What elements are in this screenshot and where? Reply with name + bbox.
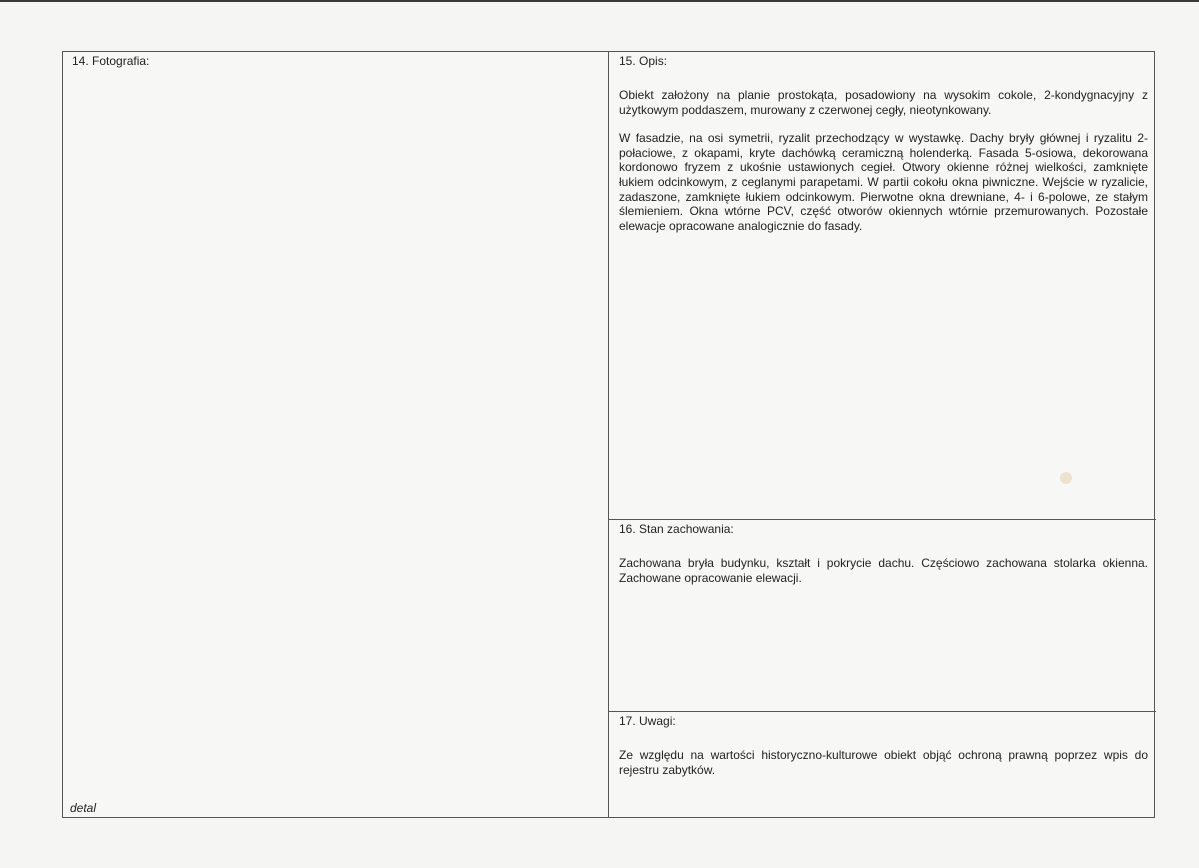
remarks-label: 17. Uwagi: bbox=[619, 714, 676, 728]
remarks-paragraph: Ze względu na wartości historyczno-kulturowe obiekt objąć ochroną prawną poprzez wpis do rejestru zabytków. bbox=[619, 748, 1148, 777]
condition-section bbox=[609, 520, 1156, 712]
record-card bbox=[62, 51, 1155, 818]
description-paragraph-1: Obiekt założony na planie prostokąta, posadowiony na wysokim cokole, 2-kondygnacyjny z użytkowym poddaszem, murowany z czerwonej cegły, nieotynkowany. bbox=[619, 88, 1148, 117]
description-section bbox=[609, 52, 1156, 520]
description-label: 15. Opis: bbox=[619, 54, 668, 68]
condition-label: 16. Stan zachowania: bbox=[619, 522, 734, 536]
photo-caption: detal bbox=[70, 801, 97, 815]
photo-cell bbox=[63, 52, 609, 817]
photo-label: 14. Fotografia: bbox=[72, 54, 150, 68]
page-top-edge bbox=[0, 0, 1199, 2]
paper-spot bbox=[1060, 472, 1072, 484]
description-paragraph-2: W fasadzie, na osi symetrii, ryzalit przechodzący w wystawkę. Dachy bryły głównej i ryzalitu 2-połaciowe, z okapami, kryte dachówką ceramiczną holenderką. Fasada 5-osiowa, dekorowana kordonowo fryzem z ukośnie ustawionych cegieł. Otwory okienne różnej wielkości, zamknięte łukiem odcinkowym, z ceglanymi parapetami. W partii cokołu okna piwniczne. Wejście w ryzalicie, zadaszone, zamknięte łukiem odcinkowym. Pierwotne okna drewniane, 4- i 6-polowe, ze stałym ślemieniem. Okna wtórne PCV, część otworów okiennych wtórnie przemurowanych. Pozostałe elewacje opracowane analogicznie do fasady. bbox=[619, 131, 1148, 233]
remarks-section bbox=[609, 712, 1156, 819]
condition-paragraph: Zachowana bryła budynku, kształt i pokrycie dachu. Częściowo zachowana stolarka okienna. Zachowane opracowanie elewacji. bbox=[619, 556, 1148, 585]
